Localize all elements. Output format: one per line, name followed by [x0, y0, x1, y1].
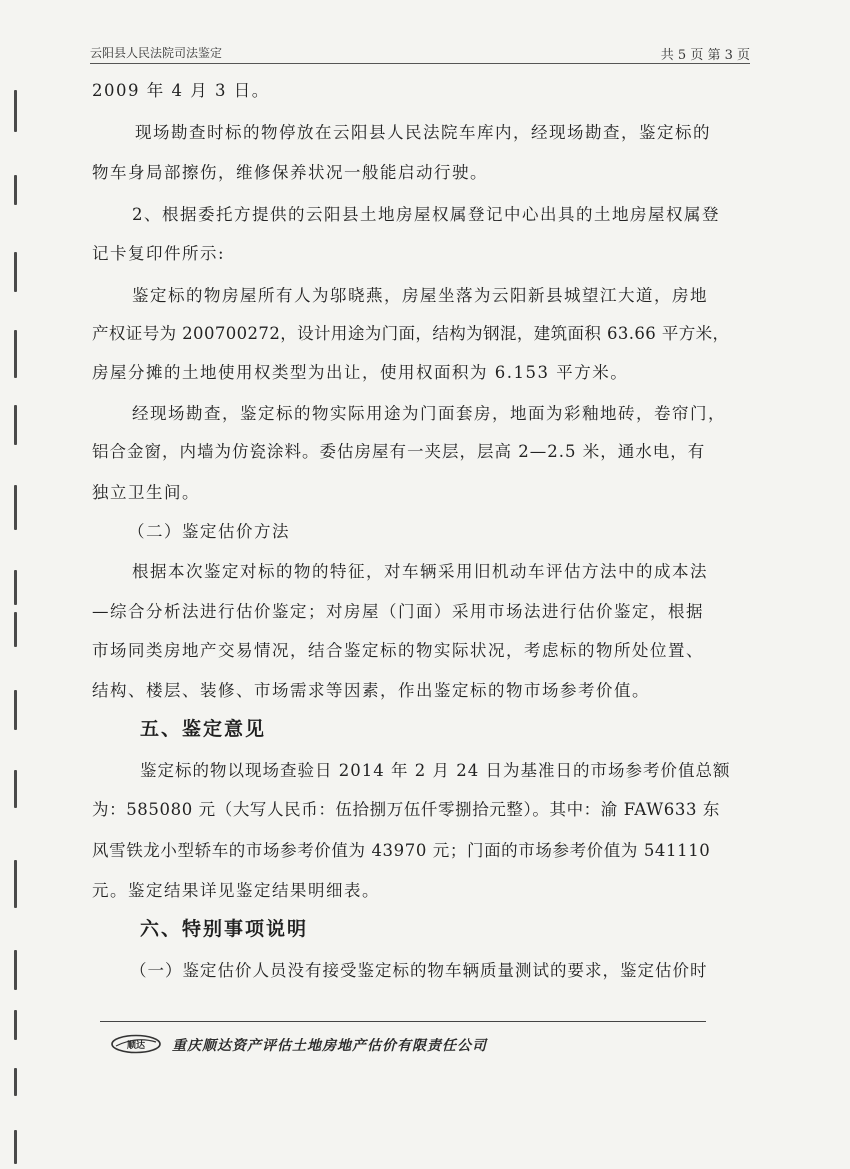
paragraph-line: 鉴定标的物以现场查验日 2014 年 2 月 24 日为基准日的市场参考价值总额 [140, 761, 731, 780]
paragraph-line: （一）鉴定估价人员没有接受鉴定标的物车辆质量测试的要求，鉴定估价时 [130, 961, 708, 980]
paragraph-line: 铝合金窗，内墙为仿瓷涂料。委估房屋有一夹层，层高 2—2.5 米，通水电，有 [92, 442, 706, 461]
paragraph-line: —综合分析法进行估价鉴定；对房屋（门面）采用市场法进行估价鉴定，根据 [92, 602, 704, 621]
paragraph-line: 产权证号为 200700272，设计用途为门面，结构为钢混，建筑面积 63.66 平方米， [92, 324, 730, 343]
company-logo-icon [110, 1034, 162, 1054]
paragraph-line: 元。鉴定结果详见鉴定结果明细表。 [92, 881, 380, 900]
section-subheading: （二）鉴定估价方法 [128, 522, 290, 541]
section-heading-five: 五、鉴定意见 [140, 718, 267, 740]
paragraph-line: 鉴定标的物房屋所有人为邬晓燕，房屋坐落为云阳新县城望江大道，房地 [132, 286, 708, 305]
paragraph-line: 房屋分摊的土地使用权类型为出让，使用权面积为 6.153 平方米。 [92, 363, 629, 382]
header-divider [90, 63, 750, 64]
svg-text:顺达: 顺达 [126, 1041, 146, 1051]
paragraph-line: 现场勘查时标的物停放在云阳县人民法院车库内，经现场勘查，鉴定标的 [135, 123, 711, 142]
page-header [90, 44, 750, 64]
paragraph-line: 风雪铁龙小型轿车的市场参考价值为 43970 元；门面的市场参考价值为 541110 [92, 841, 711, 860]
paragraph-line: 独立卫生间。 [92, 483, 200, 502]
paragraph-line: 根据本次鉴定对标的物的特征，对车辆采用旧机动车评估方法中的成本法 [132, 562, 708, 581]
paragraph-line: 为：585080 元（大写人民币：伍拾捌万伍仟零捌拾元整）。其中：渝 FAW633 东 [92, 800, 720, 819]
paragraph-line: 物车身局部擦伤，维修保养状况一般能启动行驶。 [92, 163, 488, 182]
footer-divider [100, 1021, 706, 1022]
paragraph-line: 市场同类房地产交易情况，结合鉴定标的物实际状况，考虑标的物所处位置、 [92, 641, 704, 660]
paragraph-line: 结构、楼层、装修、市场需求等因素，作出鉴定标的物市场参考价值。 [92, 681, 650, 700]
paragraph-line: 记卡复印件所示: [92, 244, 226, 263]
paragraph-line: 2009 年 4 月 3 日。 [92, 81, 270, 100]
footer-company-name: 重庆顺达资产评估土地房地产估价有限责任公司 [172, 1038, 487, 1054]
binding-marks [0, 0, 30, 1169]
header-court-title: 云阳县人民法院司法鉴定 [90, 46, 223, 60]
header-page-number: 共 5 页 第 3 页 [660, 48, 750, 63]
paragraph-line: 经现场勘查，鉴定标的物实际用途为门面套房，地面为彩釉地砖，卷帘门， [132, 404, 726, 423]
paragraph-line: 2、根据委托方提供的云阳县土地房屋权属登记中心出具的土地房屋权属登 [132, 205, 720, 224]
section-heading-six: 六、特别事项说明 [140, 918, 309, 940]
